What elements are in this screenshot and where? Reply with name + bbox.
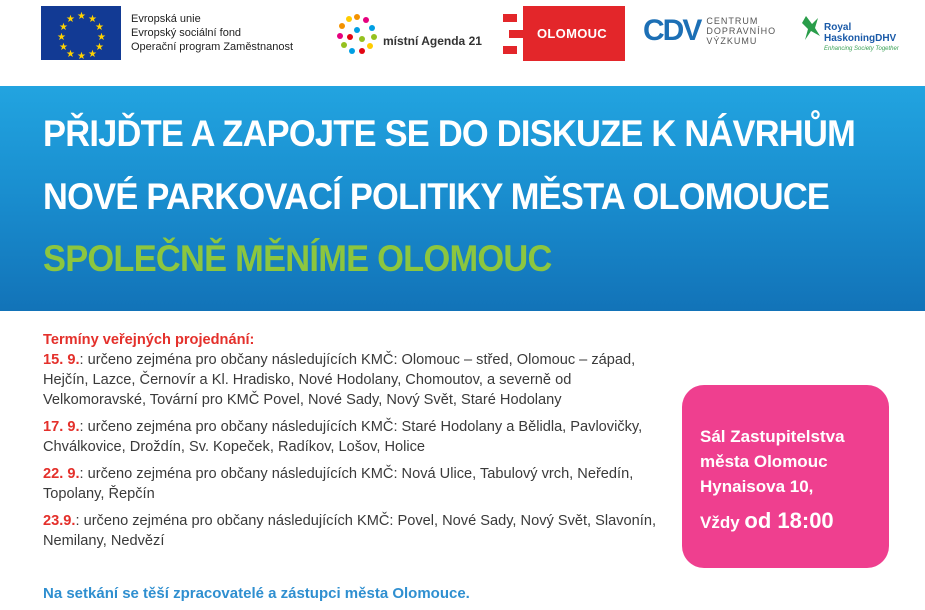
venue-line-1: Sál Zastupitelstva [700,427,845,446]
olomouc-logo [503,6,625,61]
venue-box [682,385,889,568]
entry-date: 15. 9. [43,352,80,368]
entry-text: : určeno zejména pro občany následujících KMČ: Nová Ulice, Tabulový vrch, Neředín, Topolany, Řepčín [43,466,634,502]
cdv-mark: CDV [643,14,701,47]
eu-line-2: Evropský sociální fond [131,27,242,39]
cdv-line-3: VÝZKUMU [706,36,758,46]
entry-text: : určeno zejména pro občany následujících KMČ: Staré Hodolany a Bělidla, Pavlovičky, Chválkovice, Droždín, Sv. Kopeček, Radíkov, Lošov, Holice [43,419,643,455]
royal-haskoning-tagline: Enhancing Society Together [824,46,899,52]
schedule-entry [43,464,673,504]
logo-bar [0,0,925,86]
cdv-line-1: CENTRUM [706,16,759,26]
eu-line-1: Evropská unie [131,13,201,25]
olomouc-checker-icon [503,6,523,61]
venue-time-prefix: Vždy [700,513,745,532]
entry-date: 17. 9. [43,419,80,435]
slogan: SPOLEČNĚ MĚNÍME OLOMOUC [43,238,552,279]
eu-flag-icon: ★ ★ ★ ★ ★ ★ ★ ★ ★ ★ ★ ★ [41,6,121,60]
olomouc-logo-text: OLOMOUC [537,26,607,41]
cdv-logo [643,14,776,48]
venue-line-2: města Olomouc [700,452,828,471]
schedule-title: Termíny veřejných projednání: [43,332,255,348]
venue-time-value: od 18:00 [744,508,834,533]
entry-text: : určeno zejména pro občany následujících KMČ: Povel, Nové Sady, Nový Svět, Slavonín, Nemilany, Nedvězí [43,513,656,549]
eu-logo [41,6,293,60]
royal-haskoning-icon [802,14,822,44]
cdv-text [706,16,776,46]
royal-haskoning-text [824,22,896,44]
venue-time [700,508,834,534]
schedule [43,330,673,558]
agenda21-dots-icon [337,14,377,54]
eu-line-3: Operační program Zaměstnanost [131,41,294,53]
schedule-entry [43,511,673,551]
venue-address: Hynaisova 10, [700,477,814,496]
eu-text [131,12,293,54]
royal-line-2: HaskoningDHV [824,33,897,44]
schedule-entry [43,350,673,410]
headline-line-1: PŘIJĎTE A ZAPOJTE SE DO DISKUZE K NÁVRHŮM [43,113,855,154]
royal-line-1: Royal [824,22,852,33]
agenda21-logo [337,14,482,54]
agenda21-text: místní Agenda 21 [383,34,482,48]
entry-date: 23.9. [43,513,76,529]
entry-text: : určeno zejména pro občany následujících KMČ: Olomouc – střed, Olomouc – západ, Hejčín, Lazce, Černovír a Kl. Hradisko, Nové Hodolany, Chomoutov, a severně od Velkomoravské, Tovární pro KMČ Povel, Nové Sady, Nový Svět, Staré Hodolany [43,352,636,408]
royal-haskoning-logo [802,10,912,60]
entry-date: 22. 9. [43,466,80,482]
closing-note: Na setkání se těší zpracovatelé a zástupci města Olomouce. [43,585,470,602]
schedule-entry [43,417,673,457]
headline-line-2: NOVÉ PARKOVACÍ POLITIKY MĚSTA OLOMOUCE [43,176,830,217]
cdv-line-2: DOPRAVNÍHO [706,26,777,36]
